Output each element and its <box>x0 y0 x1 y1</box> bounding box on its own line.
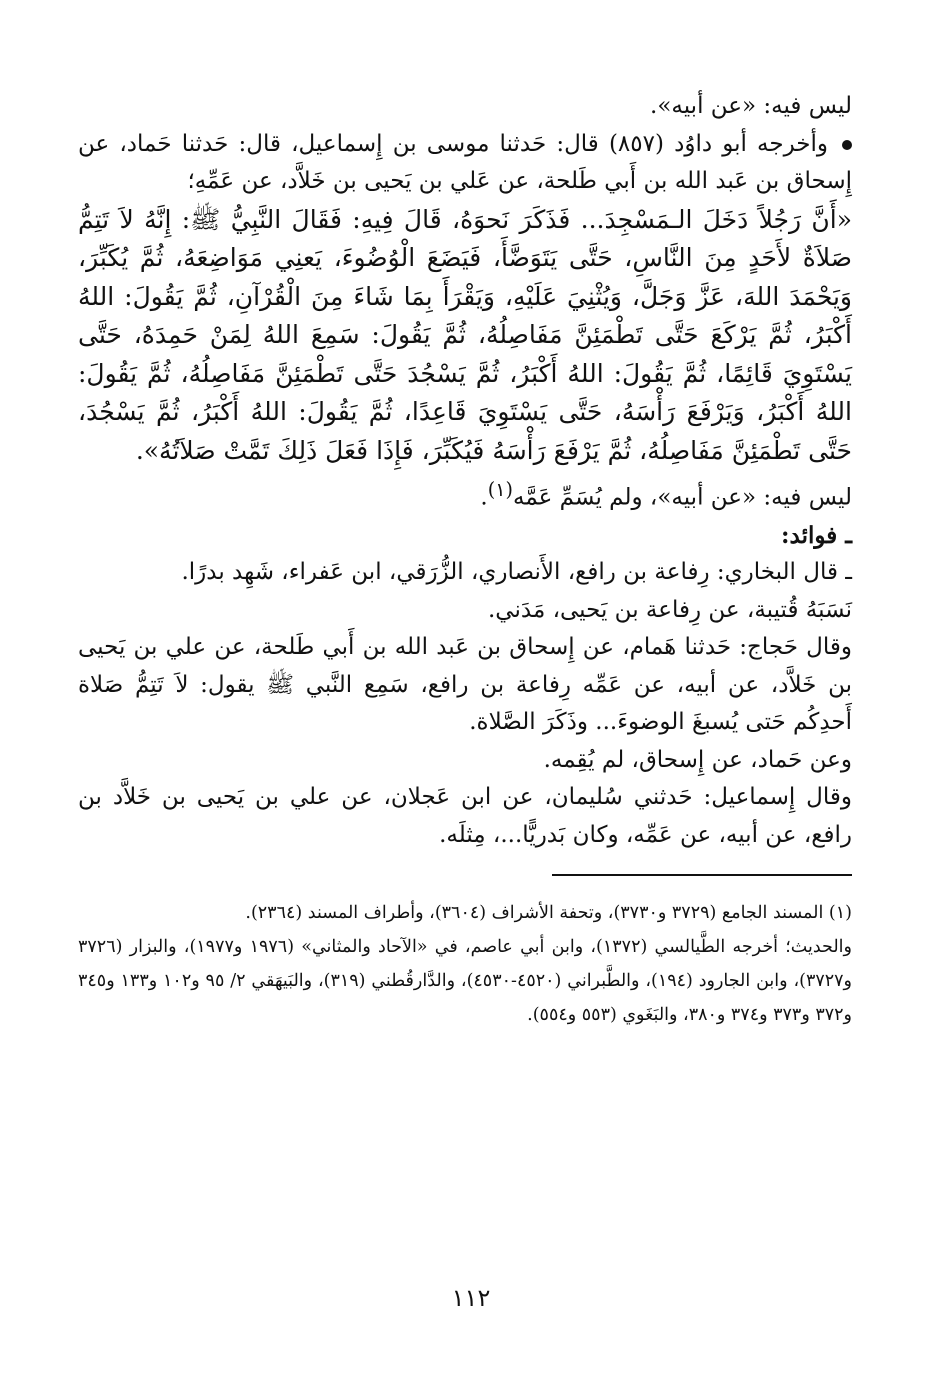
abu-dawud-chain: وأخرجه أبو داوُد (٨٥٧) قال: حَدثنا موسى بن إِسماعيل، قال: حَدثنا حَماد، عن إِسحاق بن عَبد الله بن أَبي طَلحة، عن عَلي بن يَحيى بن خَلاَّد، عن عَمِّهِ؛ <box>78 130 852 194</box>
bullet-icon <box>842 140 852 150</box>
main-text <box>78 88 852 854</box>
qutayba-note: نَسَبَهُ قُتيبة، عن رِفاعة بن يَحيى، مَدَني. <box>488 596 852 623</box>
hammad-note: وعن حَماد، عن إِسحاق، لم يُقِمه. <box>543 746 852 773</box>
footnote-divider <box>552 874 852 876</box>
benefits-heading: ـ فوائد: <box>781 521 852 549</box>
text-line-note <box>78 471 852 517</box>
not-in-it-text: ليس فيه: «عن أبيه»، ولم يُسَمِّ عَمَّه <box>512 484 852 511</box>
hadith-text: «أَنَّ رَجُلاً دَخَلَ الـمَسْجِدَ... فَذَكَرَ نَحوَهُ، قَالَ فِيهِ: فَقَالَ النَّبِيُّ ﷺ: إِنَّهُ لاَ تَتِمُّ صَلاَةٌ لأَحَدٍ مِنَ النَّاسِ، حَتَّى يَتَوَضَّأَ، فَيَضَعَ الْوُضُوءَ، يَعنِي مَوَاضِعَهُ، ثُمَّ يُكَبِّرَ، وَيَحْمَدَ اللهَ، عَزَّ وَجَلَّ، وَيُثْنِيَ عَلَيْهِ، وَيَقْرَأَ بِمَا شَاءَ مِنَ الْقُرْآنِ، ثُمَّ يَقُولَ: اللهُ أَكْبَرُ، ثُمَّ يَرْكَعَ حَتَّى تَطْمَئِنَّ مَفَاصِلُهُ، ثُمَّ يَقُولَ: سَمِعَ اللهُ لِمَنْ حَمِدَهُ، حَتَّى يَسْتَوِيَ قَائِمًا، ثُمَّ يَقُولَ: اللهُ أَكْبَرُ، ثُمَّ يَسْجُدَ حَتَّى تَطْمَئِنَّ مَفَاصِلُهُ، ثُمَّ يَقُولَ: اللهُ أَكْبَرُ، وَيَرْفَعَ رَأْسَهُ، حَتَّى يَسْتَوِيَ قَاعِدًا، ثُمَّ يَقُولَ: اللهُ أَكْبَرُ، ثُمَّ يَسْجُدَ، حَتَّى تَطْمَئِنَّ مَفَاصِلُهُ، ثُمَّ يَرْفَعَ رَأْسَهُ فَيُكَبِّرَ، فَإِذَا فَعَلَ ذَلِكَ تَمَّتْ صَلاَتُهُ». <box>78 204 852 466</box>
ismail-chain: وقال إِسماعيل: حَدثني سُليمان، عن ابن عَجلان، عن علي بن يَحيى بن خَلاَّد بن رافع، عن أبيه، عن عَمِّه، وكان بَدريًّا...، مِثلَه. <box>78 784 852 848</box>
text-line-1: ليس فيه: «عن أبيه». <box>650 93 852 119</box>
footnote-1: (١) المسند الجامع (٣٧٢٩ و٣٧٣٠)، وتحفة الأشراف (٣٦٠٤)، وأطراف المسند (٢٣٦٤). <box>245 903 852 924</box>
footnotes <box>78 896 852 1032</box>
footnote-1-continued: والحديث؛ أخرجه الطَّيالسي (١٣٧٢)، وابن أبي عاصم، في «الآحاد والمثاني» (١٩٧٦ و١٩٧٧)، والبزار (٣٧٢٦ و٣٧٢٧)، وابن الجارود (١٩٤)، والطَّبراني (٤٥٢٠-٤٥٣٠)، والدَّارقُطني (٣١٩)، والبَيهَقي ٢/ ٩٥ و١٠٢ و١٣٣ و٣٤٥ و٣٧٢ و٣٧٣ و٣٧٤ و٣٨٠، والبَغَوي (٥٥٣ و٥٥٤). <box>78 937 852 1026</box>
bukhari-quote: ـ قال البخاري: رِفاعة بن رافع، الأَنصاري، الزُّرَقي، ابن عَفراء، شَهِد بدرًا. <box>181 559 852 586</box>
footnote-marker: (١) <box>487 477 513 501</box>
bullet-paragraph <box>78 126 852 201</box>
line-end: . <box>480 484 488 511</box>
page-number: ١١٢ <box>451 1284 491 1312</box>
hajjaj-chain: وقال حَجاج: حَدثنا هَمام، عن إِسحاق بن عَبد الله بن أَبي طَلحة، عن علي بن يَحيى بن خَلاَّد، عن أبيه، عن عَمِّه رِفاعة بن رافع، سَمِع النَّبي ﷺ يقول: لاَ تَتِمُّ صَلاة أَحدِكُم حَتى يُسبغَ الوضوءَ... وذَكَرَ الصَّلاة. <box>78 634 852 736</box>
